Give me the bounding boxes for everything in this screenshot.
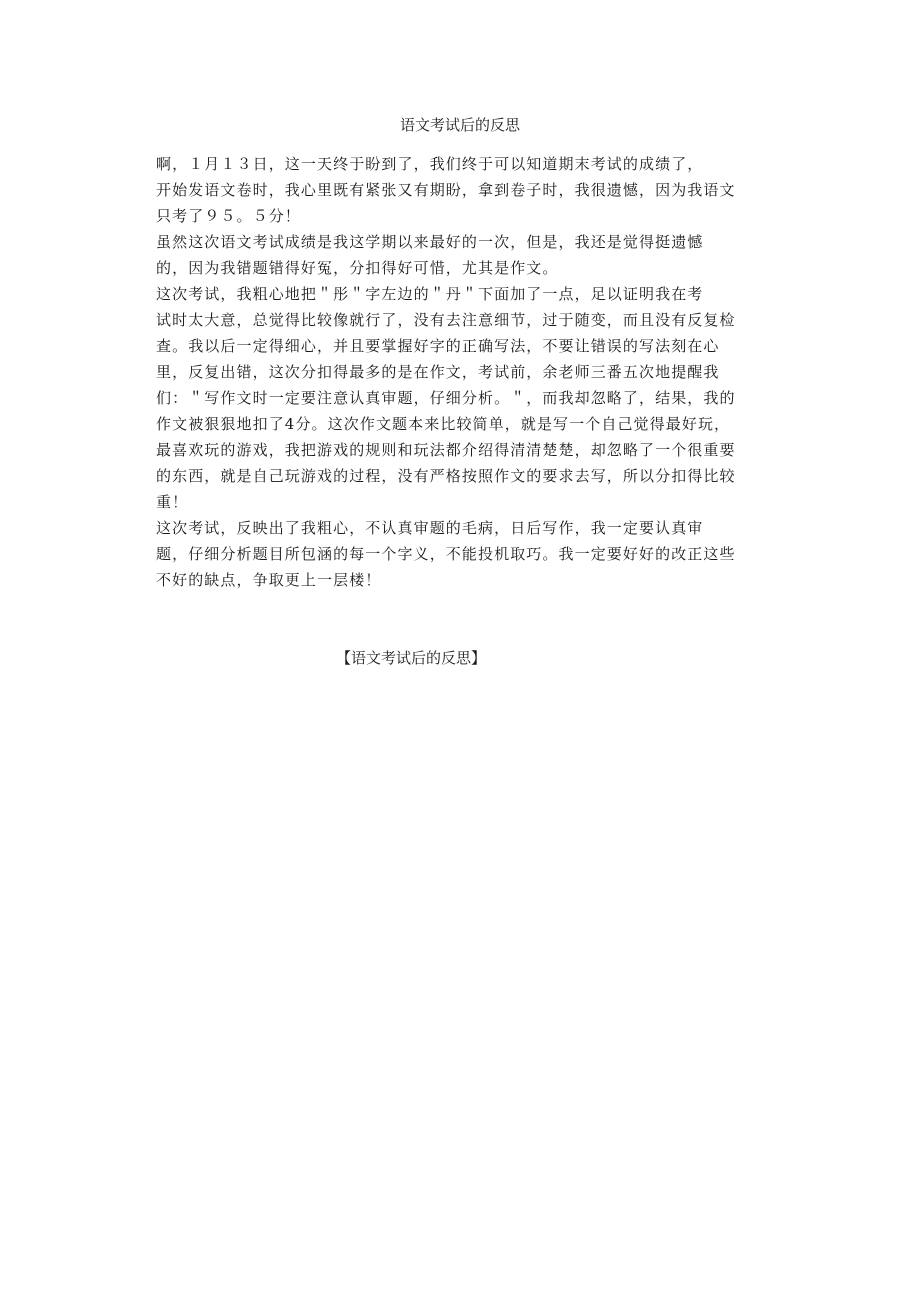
body-line: 作文被狠狠地扣了4分。这次作文题本来比较简单，就是写一个自己觉得最好玩， [156,415,731,433]
body-line: 不好的缺点，争取更上一层楼！ [156,571,382,589]
body-line: 题，仔细分析题目所包涵的每一个字义，不能投机取巧。我一定要好好的改正这些 [156,545,736,563]
body-line: 这次考试，我粗心地把＂彤＂字左边的＂丹＂下面加了一点，足以证明我在考 [156,285,704,303]
body-line: 重！ [156,493,189,511]
footer-title: 【语文考试后的反思】 [336,649,487,667]
body-line: 的东西，就是自己玩游戏的过程，没有严格按照作文的要求去写，所以分扣得比较 [156,467,736,485]
body-line: 最喜欢玩的游戏，我把游戏的规则和玩法都介绍得清清楚楚，却忽略了一个很重要 [156,441,736,459]
body-line: 虽然这次语文考试成绩是我这学期以来最好的一次，但是，我还是觉得挺遗憾 [156,233,704,251]
body-line: 开始发语文卷时，我心里既有紧张又有期盼，拿到卷子时，我很遗憾，因为我语文 [156,181,736,199]
body-line: 里，反复出错，这次分扣得最多的是在作文，考试前，余老师三番五次地提醒我 [156,363,720,381]
body-line: 们：＂写作文时一定要注意认真审题，仔细分析。＂，而我却忽略了，结果，我的 [156,389,736,407]
body-line: 查。我以后一定得细心，并且要掌握好字的正确写法，不要让错误的写法刻在心 [156,337,720,355]
body-line: 只考了９５。５分！ [156,207,301,225]
document-body [156,151,746,593]
body-line: 啊，１月１３日，这一天终于盼到了，我们终于可以知道期末考试的成绩了， [156,155,704,173]
body-line: 试时太大意，总觉得比较像就行了，没有去注意细节，过于随变，而且没有反复检 [156,311,736,329]
body-line: 的，因为我错题错得好冤，分扣得好可惜，尤其是作文。 [156,259,559,277]
document-title: 语文考试后的反思 [399,116,520,134]
body-line: 这次考试，反映出了我粗心，不认真审题的毛病，日后写作，我一定要认真审 [156,519,704,537]
